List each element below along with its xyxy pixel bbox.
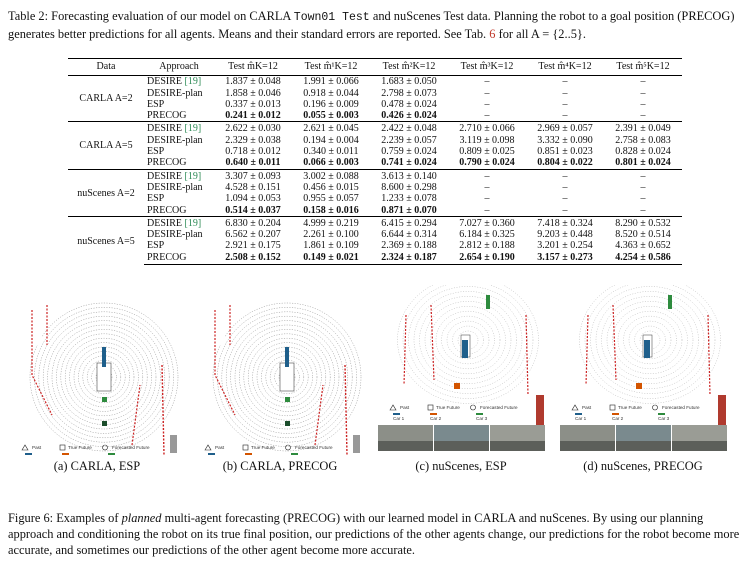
value-cell: 2.369 ± 0.188: [381, 240, 437, 252]
car3-swatch: [108, 453, 115, 455]
legend-forecasted-future: Forecasted Future: [112, 445, 150, 450]
value-cell: 0.759 ± 0.024: [381, 146, 437, 158]
panel-label: (a) CARLA, ESP: [53, 459, 141, 473]
value-cell: 3.613 ± 0.140: [370, 169, 448, 182]
dataset-cell: CARLA A=5: [68, 122, 144, 169]
car3-swatch: [658, 413, 665, 415]
value-cell: –: [562, 87, 568, 99]
column-header: Data: [68, 59, 144, 76]
car1-forecast: [102, 347, 106, 367]
true-future-marker-icon: [610, 405, 615, 410]
value-cell: 0.196 ± 0.009: [303, 98, 359, 110]
car1-swatch: [393, 413, 400, 415]
value-cell: 0.718 ± 0.012: [225, 146, 281, 158]
value-cell: 2.812 ± 0.188: [459, 240, 515, 252]
approach-cell: PRECOG: [147, 110, 187, 122]
table-row: [68, 99, 682, 110]
value-cell: 0.340 ± 0.011: [303, 146, 359, 158]
approach-cell: PRECOG: [147, 204, 187, 216]
value-cell: –: [562, 110, 568, 122]
mask: [195, 285, 225, 345]
forecast-marker-icon: [471, 405, 476, 410]
table-header-row: [68, 59, 682, 76]
figure-panel: [195, 285, 365, 477]
approach-cell: DESIRE [19]: [147, 76, 202, 88]
table-row: [68, 76, 682, 88]
value-cell: –: [562, 76, 568, 88]
true-future-marker-icon: [243, 445, 248, 450]
camera-thumb: [353, 435, 360, 453]
road: [560, 441, 615, 451]
value-cell: 0.514 ± 0.037: [225, 204, 281, 216]
approach-cell: ESP: [147, 240, 165, 252]
value-cell: 3.002 ± 0.088: [292, 169, 370, 182]
value-cell: 0.801 ± 0.024: [615, 157, 671, 169]
approach-cell: ESP: [147, 98, 165, 110]
value-cell: 0.241 ± 0.012: [225, 110, 281, 122]
value-cell: –: [604, 169, 682, 182]
value-cell: 6.415 ± 0.294: [370, 216, 448, 229]
car3-forecast: [486, 295, 490, 309]
value-cell: –: [640, 87, 646, 99]
legend-car1: Car 1: [575, 416, 587, 421]
table-row: [68, 169, 682, 182]
value-cell: 1.094 ± 0.053: [225, 193, 281, 205]
car2-marker: [454, 383, 460, 389]
table-row: [68, 182, 682, 193]
citation-link[interactable]: [19]: [182, 217, 202, 229]
legend-true-future: True Future: [251, 445, 275, 450]
value-cell: 2.422 ± 0.048: [370, 122, 448, 135]
column-header: Test m̂²K=12: [370, 59, 448, 76]
value-cell: 0.055 ± 0.003: [303, 110, 359, 122]
car2-swatch: [245, 453, 252, 455]
approach-cell: DESIRE-plan: [147, 87, 203, 99]
column-header: Test m̂⁵K=12: [604, 59, 682, 76]
value-cell: 8.520 ± 0.514: [615, 229, 671, 241]
value-cell: 0.066 ± 0.003: [303, 157, 359, 169]
table-body: [68, 76, 682, 265]
value-cell: 0.456 ± 0.015: [303, 181, 359, 193]
legend-car2: Car 2: [612, 416, 624, 421]
value-cell: –: [640, 76, 646, 88]
table-row: [68, 135, 682, 146]
value-cell: 2.621 ± 0.045: [292, 122, 370, 135]
legend-car1: Car 1: [393, 416, 405, 421]
approach-cell: DESIRE-plan: [147, 134, 203, 146]
table-row: [68, 146, 682, 157]
legend-car3: Car 3: [476, 416, 488, 421]
panel-visualization: [376, 285, 551, 455]
legend-forecasted-future: Forecasted Future: [662, 405, 700, 410]
value-cell: 0.804 ± 0.022: [537, 157, 593, 169]
value-cell: –: [484, 87, 490, 99]
legend-past: Past: [215, 445, 225, 450]
value-cell: –: [484, 204, 490, 216]
road: [616, 441, 671, 451]
road: [434, 441, 489, 451]
value-cell: –: [640, 181, 646, 193]
value-cell: 2.921 ± 0.175: [225, 240, 281, 252]
legend-true-future: True Future: [618, 405, 642, 410]
approach-cell: ESP: [147, 146, 165, 158]
value-cell: 2.654 ± 0.190: [448, 252, 526, 265]
ego-vehicle: [280, 363, 294, 391]
value-cell: 4.528 ± 0.151: [225, 181, 281, 193]
car3-future: [285, 421, 290, 426]
car1-swatch: [575, 413, 582, 415]
figure-panel: [376, 285, 546, 477]
column-header: Test m̂¹K=12: [292, 59, 370, 76]
value-cell: 0.640 ± 0.011: [225, 157, 281, 169]
legend-forecasted-future: Forecasted Future: [295, 445, 333, 450]
value-cell: –: [640, 204, 646, 216]
true-future-marker-icon: [60, 445, 65, 450]
column-header: Approach: [144, 59, 214, 76]
value-cell: 2.758 ± 0.083: [615, 134, 671, 146]
figure-caption-label: Figure 6:: [8, 511, 54, 525]
dataset-cell: CARLA A=2: [79, 93, 133, 105]
forecast-marker-icon: [103, 445, 108, 450]
approach-cell: PRECOG: [144, 252, 214, 265]
car1-forecast: [644, 340, 650, 358]
figure-6: [12, 285, 740, 477]
value-cell: 3.307 ± 0.093: [214, 169, 292, 182]
value-cell: 0.741 ± 0.024: [381, 157, 437, 169]
table-row: [68, 216, 682, 229]
table-row: [68, 252, 682, 265]
value-cell: 1.837 ± 0.048: [225, 76, 281, 88]
value-cell: 1.858 ± 0.046: [225, 87, 281, 99]
value-cell: 0.828 ± 0.024: [615, 146, 671, 158]
legend: [390, 405, 518, 421]
value-cell: 0.337 ± 0.013: [225, 98, 281, 110]
table-caption: Table 2: Forecasting evaluation of our model on CARLA Town01 Test and nuScenes Test data. Planning the robot to a goal position (PRECOG) generates better predictions for all agents. Means and their standard errors are reported. See Tab. 6 for all A = {2..5}.: [8, 9, 735, 41]
value-cell: –: [640, 98, 646, 110]
past-marker-icon: [205, 445, 211, 450]
past-marker-icon: [390, 405, 396, 410]
value-cell: –: [484, 110, 490, 122]
value-cell: 4.999 ± 0.219: [292, 216, 370, 229]
value-cell: 8.290 ± 0.532: [604, 216, 682, 229]
value-cell: 2.969 ± 0.057: [526, 122, 604, 135]
value-cell: 0.149 ± 0.021: [292, 252, 370, 265]
value-cell: –: [562, 181, 568, 193]
lidar-wall: [215, 305, 323, 445]
value-cell: 4.254 ± 0.586: [604, 252, 682, 265]
panel-label: (c) nuScenes, ESP: [415, 459, 507, 473]
value-cell: 0.851 ± 0.023: [537, 146, 593, 158]
forecast-marker-icon: [653, 405, 658, 410]
forecast-marker-icon: [286, 445, 291, 450]
dataset-cell: nuScenes A=5: [68, 216, 144, 264]
value-cell: –: [526, 169, 604, 182]
table-ref-link[interactable]: 6: [489, 27, 496, 41]
citation-link[interactable]: [19]: [182, 76, 202, 88]
value-cell: 0.871 ± 0.070: [381, 204, 437, 216]
legend-forecasted-future: Forecasted Future: [480, 405, 518, 410]
panel-label: (b) CARLA, PRECOG: [222, 459, 338, 473]
car2-swatch: [612, 413, 619, 415]
value-cell: 3.201 ± 0.254: [537, 240, 593, 252]
panel-visualization: [558, 285, 733, 455]
value-cell: 8.600 ± 0.298: [381, 181, 437, 193]
approach-cell: PRECOG: [147, 157, 187, 169]
car3-forecast: [668, 295, 672, 309]
value-cell: 0.809 ± 0.025: [459, 146, 515, 158]
value-cell: 2.391 ± 0.049: [604, 122, 682, 135]
value-cell: –: [562, 98, 568, 110]
value-cell: 1.683 ± 0.050: [381, 76, 437, 88]
value-cell: 9.203 ± 0.448: [537, 229, 593, 241]
approach-cell: DESIRE [19]: [144, 216, 214, 229]
value-cell: 2.508 ± 0.152: [214, 252, 292, 265]
car2-marker: [636, 383, 642, 389]
approach-cell: DESIRE-plan: [147, 229, 203, 241]
car3-marker: [102, 397, 107, 402]
car3-marker: [285, 397, 290, 402]
camera-thumb: [170, 435, 177, 453]
true-future-marker-icon: [428, 405, 433, 410]
value-cell: 3.157 ± 0.273: [526, 252, 604, 265]
car2-swatch: [430, 413, 437, 415]
panel-visualization: [195, 285, 370, 455]
dataset-cell: nuScenes A=2: [68, 169, 144, 216]
approach-cell: DESIRE [19]: [144, 122, 214, 135]
figure-caption: Figure 6: Examples of planned multi-agent forecasting (PRECOG) with our learned model in CARLA and nuScenes. By using our planning approach and conditioning the robot on its true final position, our predictions of the other agents change, our predictions for the robot become more accurate, and sometimes our predictions of the other agent become more accurate.: [8, 511, 740, 557]
value-cell: 1.861 ± 0.109: [303, 240, 359, 252]
citation-link[interactable]: [19]: [182, 123, 202, 135]
value-cell: 2.329 ± 0.038: [225, 134, 281, 146]
lidar-wall: [162, 365, 164, 455]
legend: [22, 445, 150, 455]
value-cell: 0.194 ± 0.004: [303, 134, 359, 146]
figure-panel: [558, 285, 728, 477]
value-cell: 2.798 ± 0.073: [381, 87, 437, 99]
panel-label: (d) nuScenes, PRECOG: [583, 459, 703, 473]
legend-true-future: True Future: [436, 405, 460, 410]
car1-swatch: [208, 453, 215, 455]
car2-swatch: [62, 453, 69, 455]
citation-link[interactable]: [19]: [182, 170, 202, 182]
value-cell: –: [484, 193, 490, 205]
table-row: [68, 229, 682, 240]
value-cell: –: [484, 76, 490, 88]
value-cell: 4.363 ± 0.652: [615, 240, 671, 252]
value-cell: 0.918 ± 0.044: [303, 87, 359, 99]
value-cell: 2.324 ± 0.187: [370, 252, 448, 265]
table-row: [68, 122, 682, 135]
column-header: Test m̂⁴K=12: [526, 59, 604, 76]
value-cell: 6.184 ± 0.325: [459, 229, 515, 241]
column-header: Test m̂³K=12: [448, 59, 526, 76]
value-cell: 7.418 ± 0.324: [526, 216, 604, 229]
value-cell: 2.239 ± 0.057: [381, 134, 437, 146]
legend: [572, 405, 700, 421]
camera-tag: [718, 395, 726, 425]
value-cell: –: [640, 193, 646, 205]
table-row: [68, 88, 682, 99]
approach-cell: ESP: [147, 193, 165, 205]
camera-tag: [536, 395, 544, 425]
value-cell: –: [562, 204, 568, 216]
value-cell: 3.332 ± 0.090: [537, 134, 593, 146]
table-row: [68, 157, 682, 169]
road: [672, 441, 727, 451]
value-cell: 6.562 ± 0.207: [225, 229, 281, 241]
approach-cell: DESIRE-plan: [147, 181, 203, 193]
value-cell: 2.261 ± 0.100: [303, 229, 359, 241]
value-cell: –: [484, 98, 490, 110]
table-caption-label: Table 2:: [8, 9, 49, 23]
results-table: [68, 58, 682, 265]
road: [490, 441, 545, 451]
approach-cell: DESIRE [19]: [144, 169, 214, 182]
panel-visualization: [12, 285, 187, 455]
car3-swatch: [476, 413, 483, 415]
legend-past: Past: [582, 405, 592, 410]
car3-swatch: [291, 453, 298, 455]
value-cell: 0.158 ± 0.016: [303, 204, 359, 216]
value-cell: 3.119 ± 0.098: [459, 134, 515, 146]
lidar-wall: [32, 305, 140, 445]
value-cell: 2.622 ± 0.030: [214, 122, 292, 135]
value-cell: 2.710 ± 0.066: [448, 122, 526, 135]
value-cell: –: [484, 181, 490, 193]
value-cell: 1.991 ± 0.066: [303, 76, 359, 88]
table-row: [68, 110, 682, 122]
past-marker-icon: [22, 445, 28, 450]
ego-vehicle: [97, 363, 111, 391]
value-cell: –: [448, 169, 526, 182]
value-cell: 0.790 ± 0.024: [459, 157, 515, 169]
value-cell: 0.955 ± 0.057: [303, 193, 359, 205]
legend-past: Past: [32, 445, 42, 450]
legend-true-future: True Future: [68, 445, 92, 450]
past-marker-icon: [572, 405, 578, 410]
car3-future: [102, 421, 107, 426]
lidar-wall: [345, 365, 347, 455]
value-cell: 0.478 ± 0.024: [381, 98, 437, 110]
table-row: [68, 205, 682, 217]
value-cell: 6.830 ± 0.204: [214, 216, 292, 229]
legend-past: Past: [400, 405, 410, 410]
road: [378, 441, 433, 451]
figure-panel: [12, 285, 182, 477]
legend-car2: Car 2: [430, 416, 442, 421]
legend-car3: Car 3: [658, 416, 670, 421]
legend: [205, 445, 333, 455]
value-cell: –: [640, 110, 646, 122]
mask: [12, 285, 42, 345]
car1-forecast: [285, 347, 289, 367]
value-cell: –: [562, 193, 568, 205]
table-row: [68, 240, 682, 251]
value-cell: 6.644 ± 0.314: [381, 229, 437, 241]
value-cell: 1.233 ± 0.078: [381, 193, 437, 205]
car1-swatch: [25, 453, 32, 455]
table-row: [68, 193, 682, 204]
town-name: Town01 Test: [293, 11, 370, 24]
value-cell: 7.027 ± 0.360: [448, 216, 526, 229]
column-header: Test m̂K=12: [214, 59, 292, 76]
value-cell: 0.426 ± 0.024: [381, 110, 437, 122]
car1-forecast: [462, 340, 468, 358]
